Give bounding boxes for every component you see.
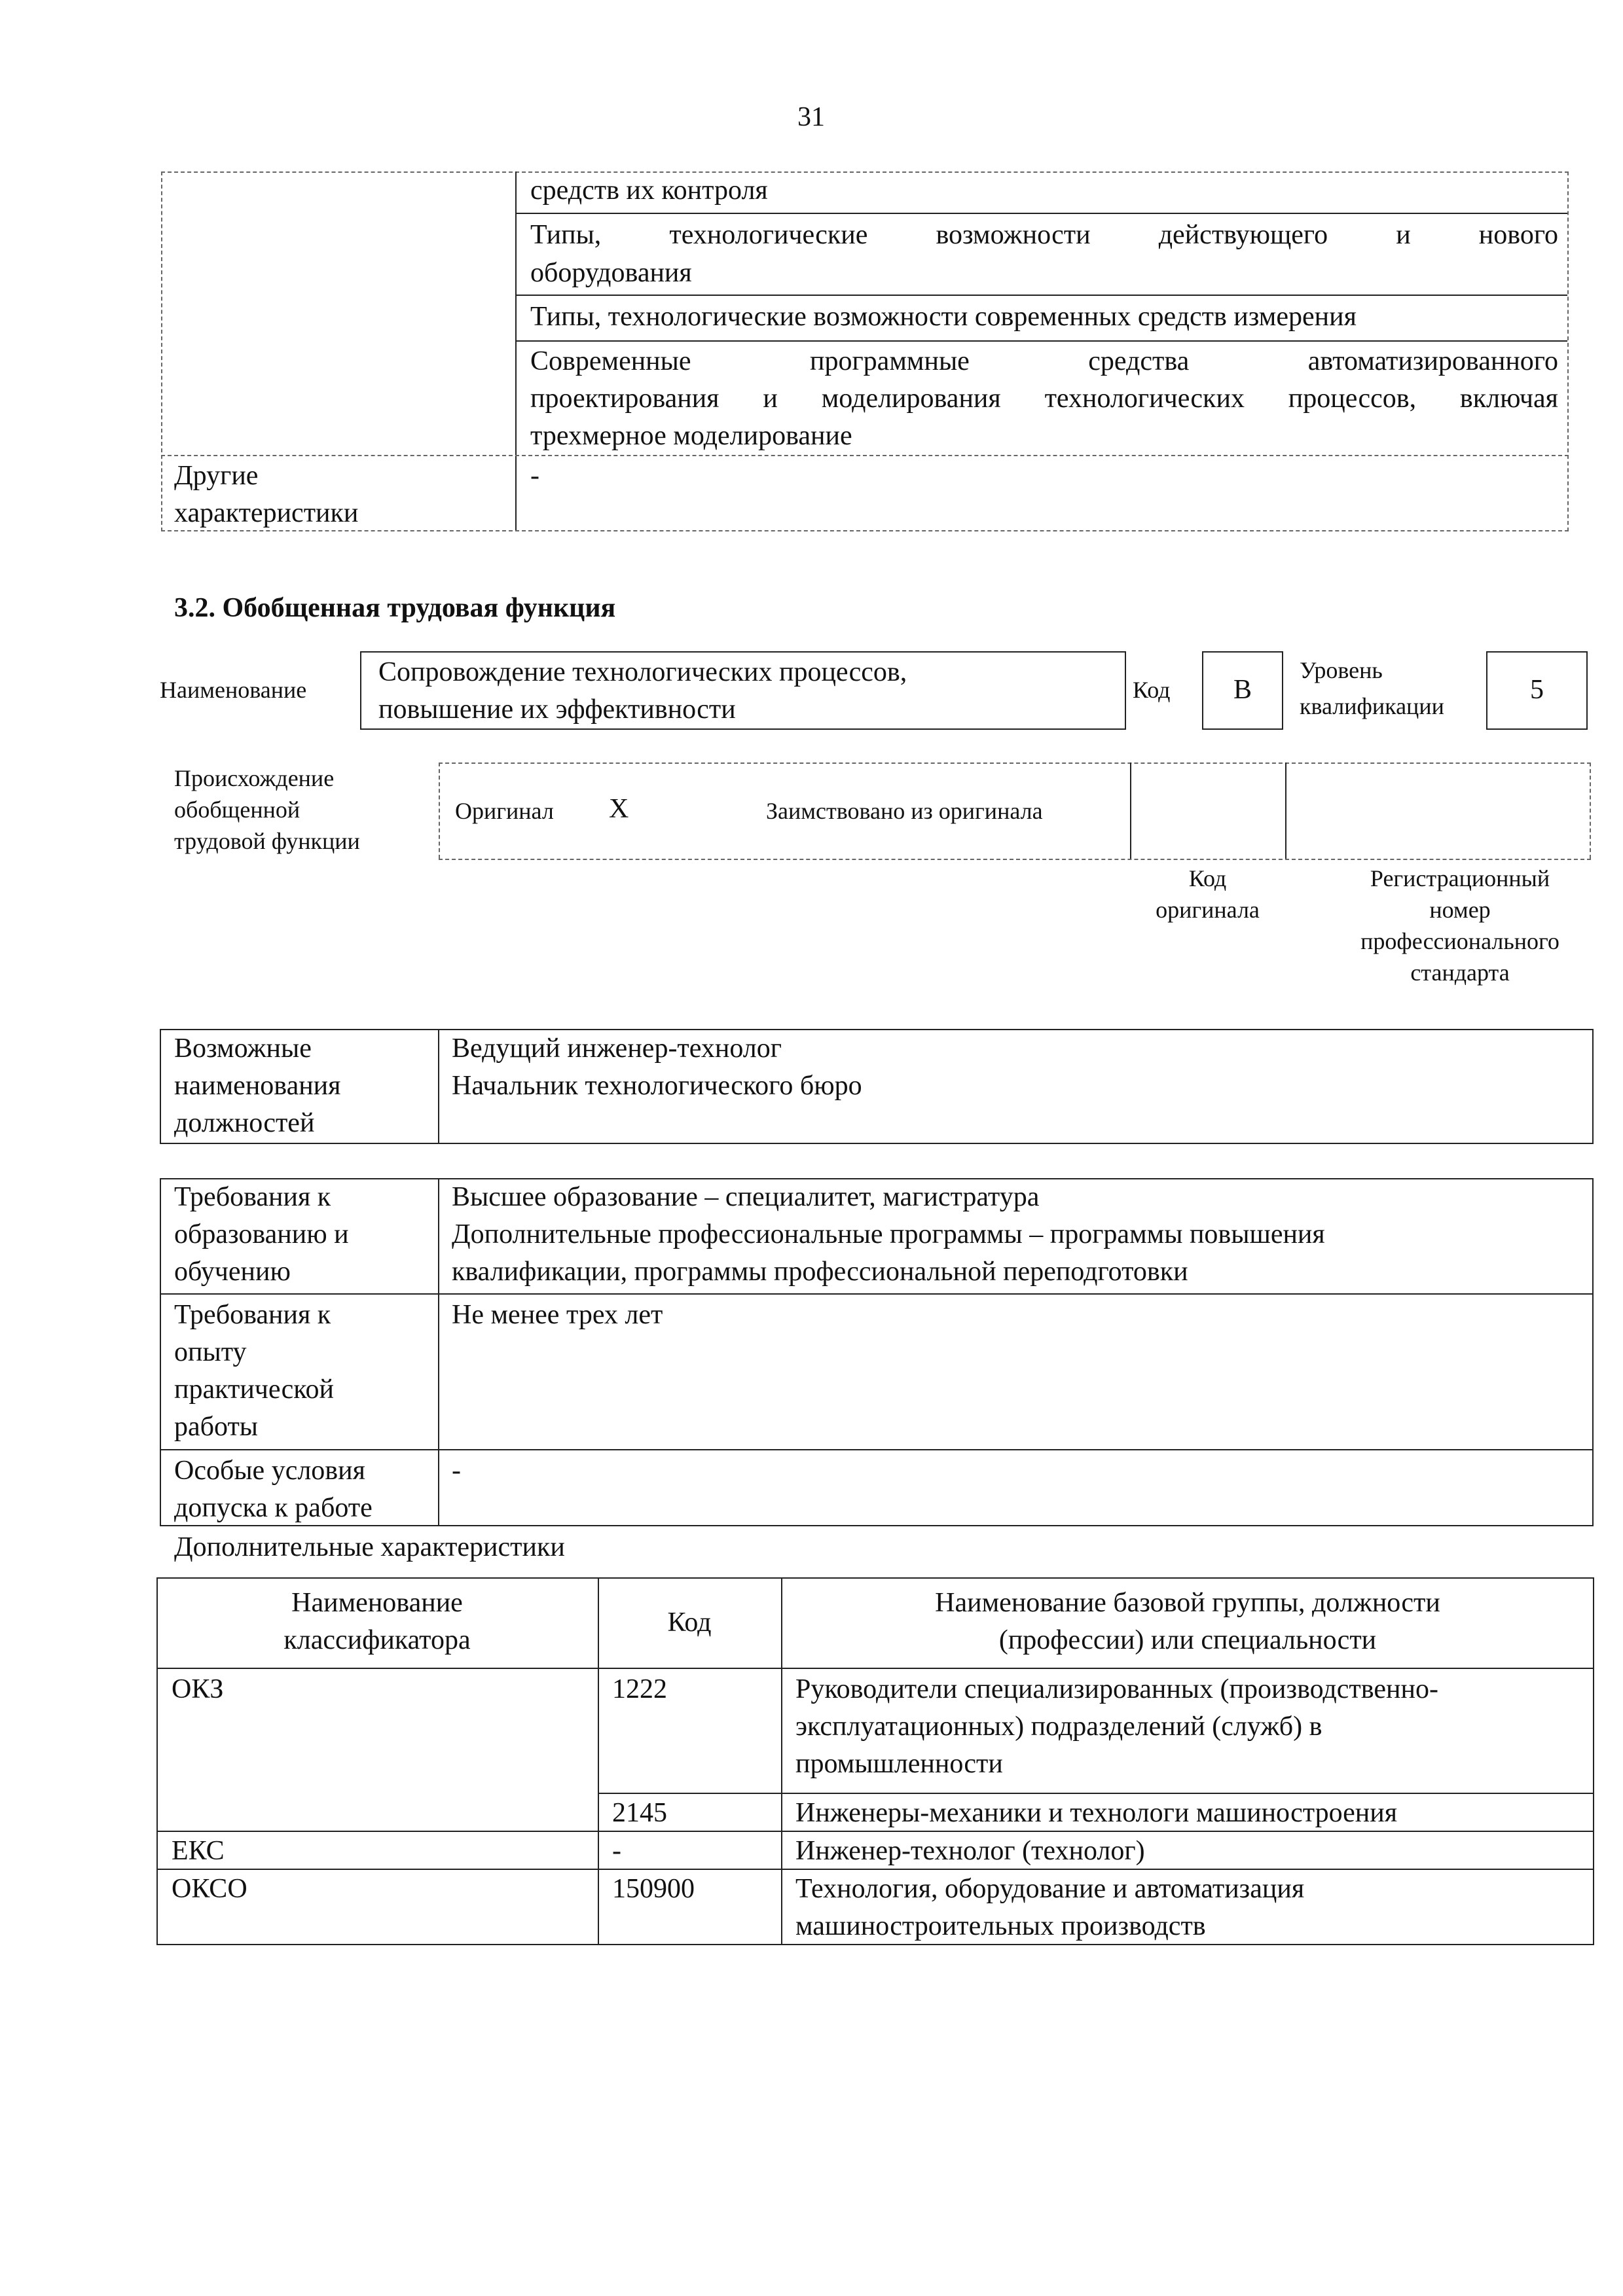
positions-label: должностей (174, 1108, 315, 1138)
column-header: Наименование (291, 1588, 463, 1618)
classifier-group: Инженеры-механики и технологи машиностроения (795, 1798, 1398, 1828)
classifier-name: ОКЗ (172, 1674, 224, 1704)
experience-value: Не менее трех лет (452, 1300, 663, 1330)
education-value: квалификации, программы профессиональной переподготовки (452, 1257, 1188, 1287)
name-value: Сопровождение технологических процессов, (378, 657, 907, 687)
reg-number-caption: стандарта (1410, 960, 1510, 986)
column-header: Код (667, 1607, 712, 1638)
origin-label: Происхождение (174, 765, 335, 791)
special-conditions-value: - (452, 1456, 461, 1486)
skill-text: оборудования (530, 258, 692, 288)
positions-label: наименования (174, 1071, 341, 1101)
origin-label: трудовой функции (174, 828, 360, 854)
column-header: Наименование базовой группы, должности (935, 1588, 1440, 1618)
classifier-group: Руководители специализированных (производственно- (795, 1674, 1438, 1704)
classifier-code: 2145 (612, 1798, 667, 1828)
experience-label: Требования к (174, 1300, 331, 1330)
page-number: 31 (797, 102, 825, 132)
classifier-name: ОКСО (172, 1874, 247, 1904)
education-label: образованию и (174, 1219, 349, 1249)
level-label: квалификации (1300, 693, 1444, 719)
other-characteristics-value: - (530, 461, 539, 491)
borrowed-label: Заимствовано из оригинала (766, 798, 1043, 824)
level-label: Уровень (1300, 657, 1383, 683)
classifier-code: 150900 (612, 1874, 695, 1904)
special-conditions-label: Особые условия (174, 1456, 365, 1486)
original-label: Оригинал (455, 798, 554, 824)
classifier-code: - (612, 1836, 621, 1866)
origin-label: обобщенной (174, 797, 301, 823)
name-label: Наименование (160, 677, 307, 703)
skill-text: Типы, технологические возможности действующего и нового (530, 220, 1558, 250)
level-value: 5 (1530, 675, 1544, 705)
special-conditions-label: допуска к работе (174, 1493, 373, 1523)
experience-label: практической (174, 1374, 335, 1405)
classifier-group: Инженер-технолог (технолог) (795, 1836, 1145, 1866)
name-value: повышение их эффективности (378, 694, 736, 725)
code-original-caption: Код (1188, 865, 1227, 891)
experience-label: опыту (174, 1337, 247, 1367)
section-title: 3.2. Обобщенная трудовая функция (174, 593, 616, 623)
skill-text: Современные программные средства автоматизированного (530, 346, 1558, 376)
skill-text: трехмерное моделирование (530, 421, 852, 451)
positions-label: Возможные (174, 1033, 312, 1064)
other-characteristics-label: характеристики (174, 498, 359, 528)
column-header: классификатора (283, 1625, 471, 1655)
code-label: Код (1133, 677, 1171, 703)
position-title: Начальник технологического бюро (452, 1071, 862, 1101)
education-label: Требования к (174, 1182, 331, 1212)
reg-number-caption: номер (1429, 897, 1491, 923)
position-title: Ведущий инженер-технолог (452, 1033, 782, 1064)
code-value: B (1233, 675, 1252, 705)
classifier-group: эксплуатационных) подразделений (служб) в (795, 1712, 1322, 1742)
classifier-name: ЕКС (172, 1836, 225, 1866)
reg-number-caption: Регистрационный (1370, 865, 1550, 891)
original-mark: X (609, 794, 629, 824)
skill-text: Типы, технологические возможности современных средств измерения (530, 302, 1357, 332)
code-original-caption: оригинала (1156, 897, 1260, 923)
education-value: Высшее образование – специалитет, магистратура (452, 1182, 1040, 1212)
other-characteristics-label: Другие (174, 461, 259, 491)
additional-title: Дополнительные характеристики (174, 1532, 565, 1562)
column-header: (профессии) или специальности (998, 1625, 1377, 1655)
education-label: обучению (174, 1257, 291, 1287)
classifier-code: 1222 (612, 1674, 667, 1704)
classifier-group: машиностроительных производств (795, 1911, 1206, 1941)
classifier-group: промышленности (795, 1749, 1003, 1779)
experience-label: работы (174, 1412, 259, 1442)
skill-text: проектирования и моделирования технологических процессов, включая (530, 384, 1558, 414)
skill-text: средств их контроля (530, 175, 768, 206)
education-value: Дополнительные профессиональные программы – программы повышения (452, 1219, 1325, 1249)
reg-number-caption: профессионального (1360, 928, 1559, 954)
classifier-group: Технология, оборудование и автоматизация (795, 1874, 1305, 1904)
